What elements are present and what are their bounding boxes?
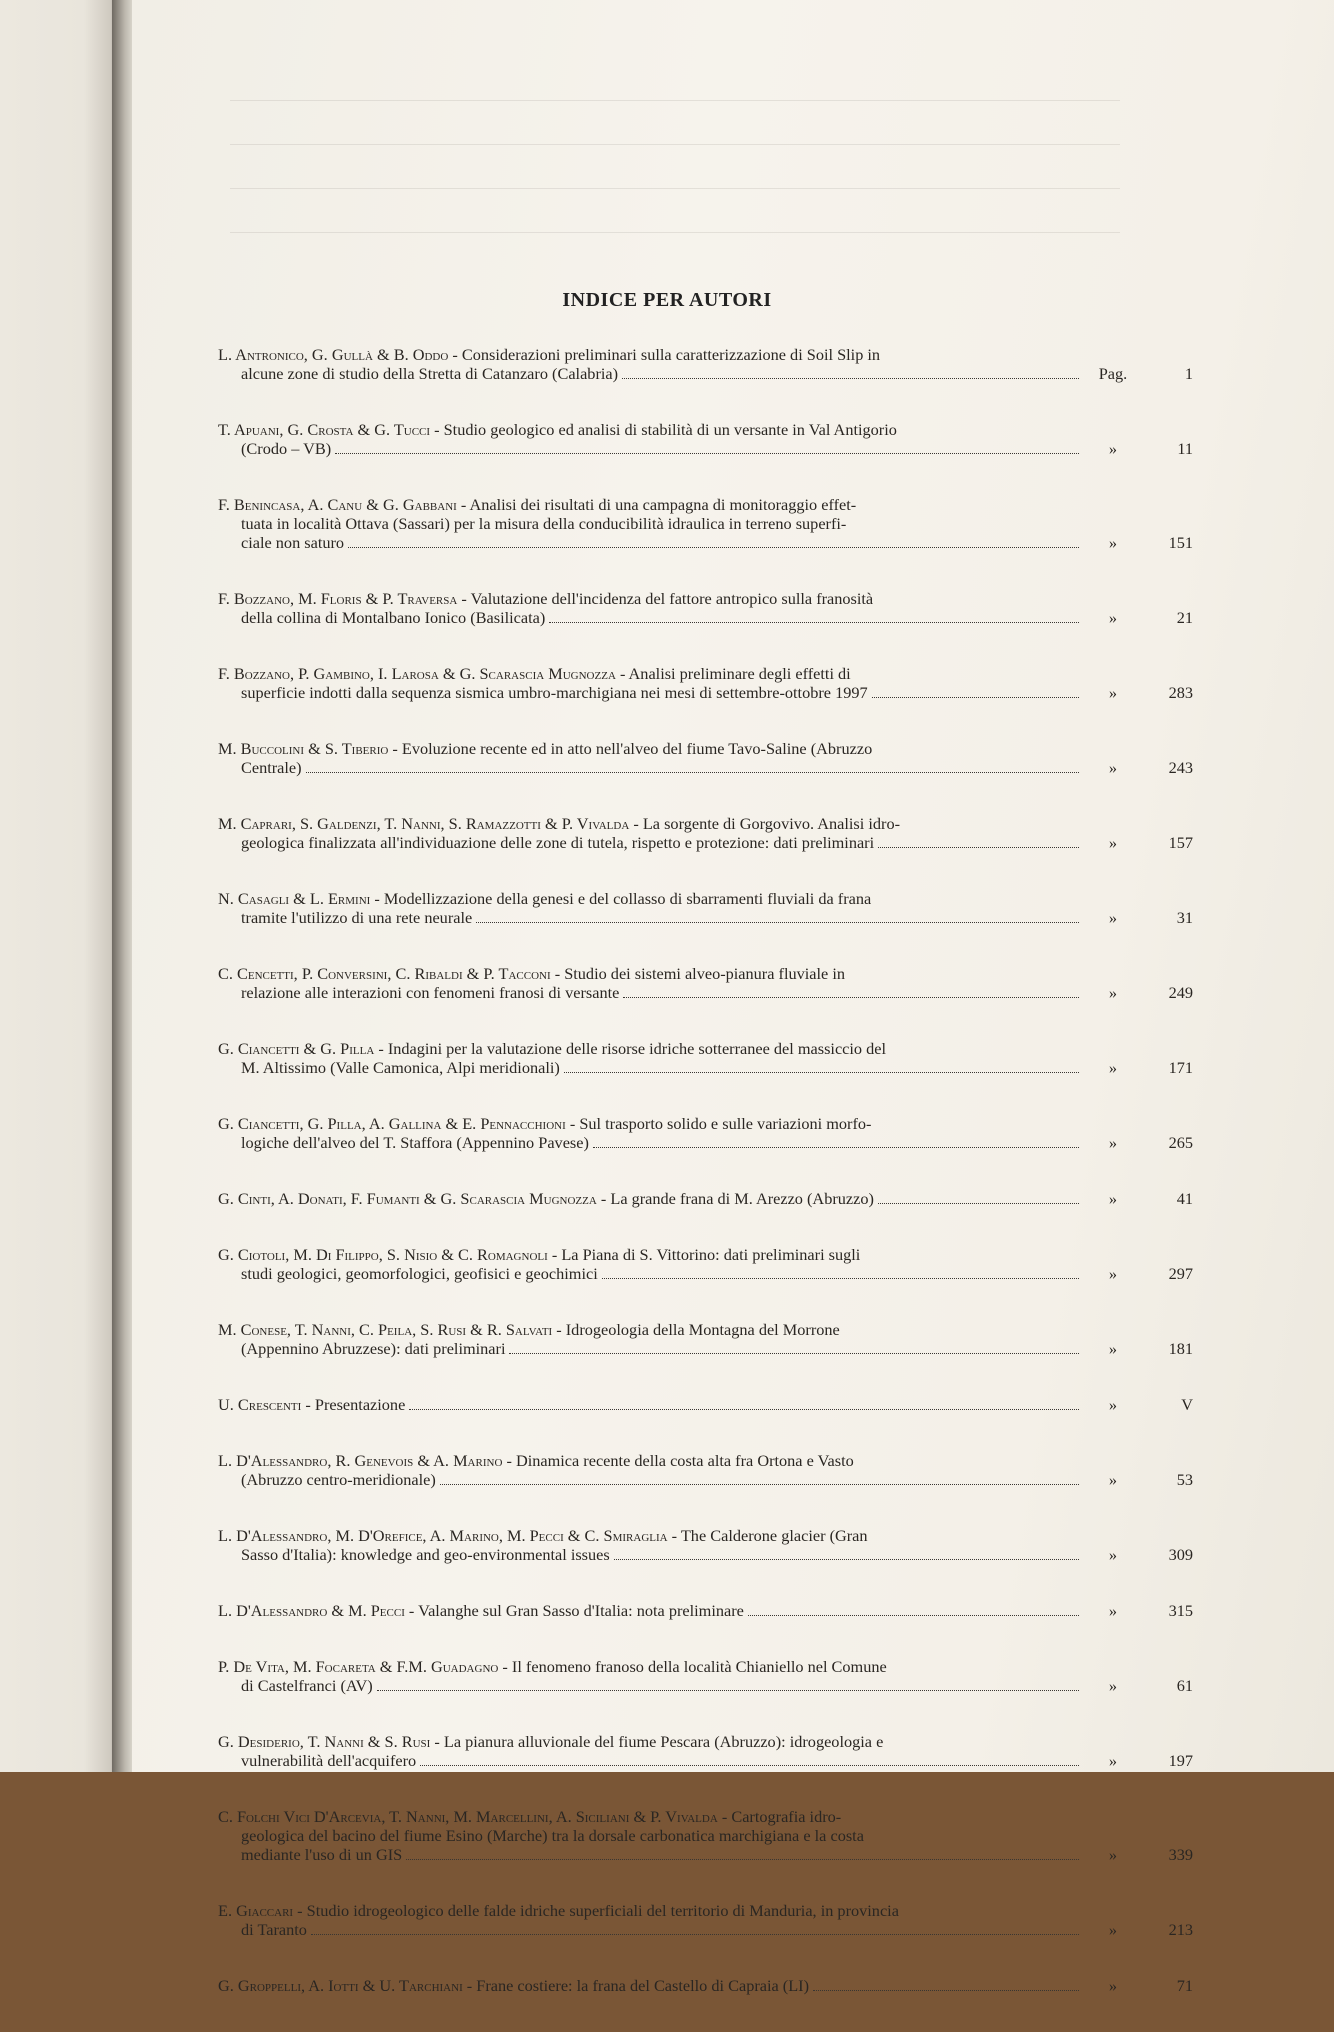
entry-continuation-line: [218, 1264, 1083, 1283]
entry-first-line: [218, 889, 1083, 908]
page-marker: »: [1108, 758, 1118, 777]
entry-title-start: - Considerazioni preliminari sulla caratterizzazione di Soil Slip in: [448, 345, 881, 364]
entry-authors: L. D'Alessandro & M. Pecci: [218, 1601, 405, 1620]
entry-authors: C. Folchi Vici D'Arcevia, T. Nanni, M. Marcellini, A. Siciliani & P. Vivalda: [218, 1807, 718, 1826]
entry-first-line: [218, 1320, 1083, 1339]
entry-authors: G. Ciancetti, G. Pilla, A. Gallina & E. Pennacchioni: [218, 1114, 566, 1133]
entry-first-line: [218, 739, 1083, 758]
entry-title-start: - Frane costiere: la frana del Castello di Capraia (LI): [462, 1976, 810, 1995]
entry-page-ref: [1083, 533, 1193, 552]
entry-continuation-line: [218, 1751, 1083, 1770]
entry-title-continuation: (Appennino Abruzzese): dati preliminari: [241, 1339, 506, 1358]
dot-leader: [564, 1071, 1079, 1073]
page-marker: »: [1108, 439, 1118, 458]
index-entry: [218, 1807, 1193, 1864]
entry-title-continuation: Sasso d'Italia): knowledge and geo-environmental issues: [241, 1545, 610, 1564]
entry-first-line: [218, 1657, 1083, 1676]
entry-authors: E. Giaccari: [218, 1901, 294, 1920]
index-entry: [218, 1976, 1193, 1995]
entry-authors: L. Antronico, G. Gullà & B. Oddo: [218, 345, 449, 364]
entry-text: [218, 964, 1083, 1002]
entry-continuation-line: [218, 1133, 1083, 1152]
entry-page-ref: [1083, 908, 1193, 927]
entry-first-line: [218, 1526, 1083, 1545]
dot-leader: [311, 1933, 1079, 1935]
entry-line: [218, 1395, 1083, 1414]
dot-leader: [549, 621, 1079, 623]
dot-leader: [348, 546, 1079, 548]
entry-first-line: [218, 1451, 1083, 1470]
entry-text: [218, 495, 1083, 552]
entry-title-continuation: vulnerabilità dell'acquifero: [241, 1751, 417, 1770]
index-entry: [218, 664, 1193, 702]
entry-continuation-line: [218, 1845, 1083, 1864]
entry-page-ref: [1083, 1339, 1193, 1358]
index-entry: [218, 589, 1193, 627]
entry-title-continuation: superficie indotti dalla sequenza sismica umbro-marchigiana nei mesi di settembre-ottobre 1997: [241, 683, 868, 702]
entry-title-start: - La grande frana di M. Arezzo (Abruzzo): [596, 1189, 874, 1208]
entry-title-continuation: (Crodo – VB): [241, 439, 332, 458]
entry-title-continuation: tuata in località Ottava (Sassari) per la misura della conducibilità idraulica in terreno superfi-: [241, 514, 847, 533]
entry-title-continuation: geologica del bacino del fiume Esino (Marche) tra la dorsale carbonatica marchigiana e la costa: [241, 1826, 864, 1845]
entry-continuation-line: [218, 983, 1083, 1002]
entry-page-ref: [1083, 1845, 1193, 1864]
dot-leader: [878, 846, 1079, 848]
entry-title-start: - Presentazione: [301, 1395, 406, 1414]
entry-continuation-line: [218, 908, 1083, 927]
dot-leader: [614, 1558, 1079, 1560]
entry-line: [218, 1189, 1083, 1208]
entry-page-ref: [1083, 1976, 1193, 1995]
index-entry: [218, 1732, 1193, 1770]
entry-first-line: [218, 420, 1083, 439]
page-marker: »: [1108, 1133, 1118, 1152]
index-entry: [218, 1601, 1193, 1620]
entry-authors: M. Buccolini & S. Tiberio: [218, 739, 389, 758]
dot-leader: [602, 1277, 1079, 1279]
index-entry: [218, 814, 1193, 852]
entry-title-continuation: alcune zone di studio della Stretta di Catanzaro (Calabria): [241, 364, 619, 383]
page-number: 265: [1168, 1133, 1193, 1152]
entry-title-start: - Dinamica recente della costa alta fra Ortona e Vasto: [502, 1451, 854, 1470]
entry-page-ref: [1083, 1751, 1193, 1770]
entry-title-start: - Studio dei sistemi alveo-pianura fluviale in: [550, 964, 845, 983]
page-marker: »: [1108, 908, 1118, 927]
entry-page-ref: [1083, 758, 1193, 777]
entry-authors: M. Conese, T. Nanni, C. Peila, S. Rusi & R. Salvati: [218, 1320, 553, 1339]
entry-title-continuation: geologica finalizzata all'individuazione delle zone di tutela, rispetto e protezione: dati preliminari: [241, 833, 875, 852]
entry-continuation-line: [218, 1058, 1083, 1077]
entry-authors: L. D'Alessandro, R. Genevois & A. Marino: [218, 1451, 503, 1470]
entry-continuation-line: [218, 683, 1083, 702]
page-number: 315: [1168, 1601, 1193, 1620]
dot-leader: [878, 1202, 1079, 1204]
entry-first-line: [218, 495, 1083, 514]
page-number: 157: [1168, 833, 1193, 852]
entry-continuation-line: [218, 439, 1083, 458]
page-number: 171: [1168, 1058, 1193, 1077]
page-marker: »: [1108, 1676, 1118, 1695]
entry-title-continuation: Centrale): [241, 758, 302, 777]
entry-authors: T. Apuani, G. Crosta & G. Tucci: [218, 420, 431, 439]
entry-text: [218, 1451, 1083, 1489]
dot-leader: [440, 1483, 1079, 1485]
entry-title-continuation: mediante l'uso di un GIS: [241, 1845, 403, 1864]
entry-continuation-line: [218, 1920, 1083, 1939]
entry-title-continuation: M. Altissimo (Valle Camonica, Alpi meridionali): [241, 1058, 560, 1077]
entry-title-start: - Il fenomeno franoso della località Chianiello nel Comune: [498, 1657, 887, 1676]
entry-text: [218, 1601, 1083, 1620]
entry-text: [218, 1039, 1083, 1077]
entry-page-ref: [1083, 1133, 1193, 1152]
page-number: 31: [1176, 908, 1193, 927]
entry-first-line: [218, 1976, 809, 1995]
entry-line: [218, 1976, 1083, 1995]
page-number: 1: [1184, 364, 1193, 383]
entry-continuation-line: [218, 533, 1083, 552]
page-number: 21: [1176, 608, 1193, 627]
entry-text: [218, 664, 1083, 702]
entry-continuation-line: [218, 1826, 1083, 1845]
dot-leader: [306, 771, 1079, 773]
entry-continuation-line: [218, 1676, 1083, 1695]
entry-title-start: - La sorgente di Gorgovivo. Analisi idro-: [629, 814, 901, 833]
entry-title-continuation: logiche dell'alveo del T. Staffora (Appennino Pavese): [241, 1133, 589, 1152]
entry-page-ref: [1083, 1189, 1193, 1208]
dot-leader: [872, 696, 1079, 698]
entry-page-ref: [1083, 1470, 1193, 1489]
page-number: 283: [1168, 683, 1193, 702]
entry-text: [218, 1114, 1083, 1152]
entry-first-line: [218, 1901, 1083, 1920]
page-number: 197: [1168, 1751, 1193, 1770]
entry-authors: G. Groppelli, A. Iotti & U. Tarchiani: [218, 1976, 463, 1995]
page-marker: »: [1108, 1751, 1118, 1770]
entry-authors: G. Cinti, A. Donati, F. Fumanti & G. Scarascia Mugnozza: [218, 1189, 597, 1208]
entry-first-line: [218, 589, 1083, 608]
entry-continuation-line: [218, 1339, 1083, 1358]
page-number: 151: [1168, 533, 1193, 552]
page-marker: »: [1108, 608, 1118, 627]
entry-text: [218, 1657, 1083, 1695]
entry-title-start: - Modellizzazione della genesi e del collasso di sbarramenti fluviali da frana: [370, 889, 872, 908]
entry-page-ref: [1083, 1545, 1193, 1564]
entry-title-start: - Cartografia idro-: [717, 1807, 842, 1826]
index-entry: [218, 1657, 1193, 1695]
entry-page-ref: [1083, 1601, 1193, 1620]
dot-leader: [622, 377, 1079, 379]
page-marker: »: [1108, 1845, 1118, 1864]
entry-page-ref: [1083, 833, 1193, 852]
entry-title-start: - La Piana di S. Vittorino: dati preliminari sugli: [547, 1245, 861, 1264]
entry-title-start: - Analisi preliminare degli effetti di: [615, 664, 851, 683]
page-marker: »: [1108, 1339, 1118, 1358]
page-marker: »: [1108, 1976, 1118, 1995]
entry-text: [218, 814, 1083, 852]
index-entry: [218, 964, 1193, 1002]
page-number: 249: [1168, 983, 1193, 1002]
index-entry: [218, 1189, 1193, 1208]
page-marker: »: [1108, 1264, 1118, 1283]
entry-title-start: - Indagini per la valutazione delle risorse idriche sotterranee del massiccio del: [374, 1039, 887, 1058]
entry-text: [218, 1901, 1083, 1939]
entry-title-continuation: tramite l'utilizzo di una rete neurale: [241, 908, 473, 927]
entry-text: [218, 889, 1083, 927]
page-marker: »: [1108, 1545, 1118, 1564]
page-marker: »: [1108, 1189, 1118, 1208]
index-entry: [218, 495, 1193, 552]
page-number: 181: [1168, 1339, 1193, 1358]
page-title: INDICE PER AUTORI: [562, 289, 772, 311]
page-number: 11: [1177, 439, 1193, 458]
entry-first-line: [218, 1039, 1083, 1058]
left-page-edge: [0, 0, 120, 1772]
index-entry: [218, 1114, 1193, 1152]
entry-continuation-line: [218, 608, 1083, 627]
entry-first-line: [218, 345, 1083, 364]
entry-authors: F. Bozzano, P. Gambino, I. Larosa & G. Scarascia Mugnozza: [218, 664, 616, 683]
page-marker: »: [1108, 1920, 1118, 1939]
dot-leader: [377, 1689, 1079, 1691]
entry-title-start: - Valutazione dell'incidenza del fattore antropico sulla franosità: [457, 589, 874, 608]
entry-page-ref: [1083, 1058, 1193, 1077]
index-entry: [218, 1320, 1193, 1358]
index-entry: [218, 420, 1193, 458]
page-number: 213: [1168, 1920, 1193, 1939]
entry-title-start: - Studio idrogeologico delle falde idriche superficiali del territorio di Manduria, in provincia: [293, 1901, 899, 1920]
entry-authors: F. Bozzano, M. Floris & P. Traversa: [218, 589, 458, 608]
page-marker: Pag.: [1098, 364, 1128, 383]
dot-leader: [476, 921, 1079, 923]
entry-authors: U. Crescenti: [218, 1395, 302, 1414]
entry-title-continuation: della collina di Montalbano Ionico (Basilicata): [241, 608, 546, 627]
entry-first-line: [218, 814, 1083, 833]
page-marker: »: [1108, 1470, 1118, 1489]
entry-text: [218, 1245, 1083, 1283]
index-entry: [218, 1526, 1193, 1564]
entry-continuation-line: [218, 364, 1083, 383]
page-number: 41: [1176, 1189, 1193, 1208]
dot-leader: [623, 996, 1079, 998]
entry-page-ref: [1083, 608, 1193, 627]
entry-text: [218, 420, 1083, 458]
dot-leader: [813, 1989, 1079, 1991]
page-number: 53: [1176, 1470, 1193, 1489]
entry-title-start: - Valanghe sul Gran Sasso d'Italia: nota preliminare: [404, 1601, 744, 1620]
entry-continuation-line: [218, 514, 1083, 533]
page-number: 71: [1176, 1976, 1193, 1995]
author-index-list: [218, 345, 1193, 2032]
entry-first-line: [218, 1601, 744, 1620]
entry-text: [218, 739, 1083, 777]
entry-authors: L. D'Alessandro, M. D'Orefice, A. Marino, M. Pecci & C. Smiraglia: [218, 1526, 668, 1545]
page-number: V: [1181, 1395, 1193, 1414]
entry-page-ref: [1083, 983, 1193, 1002]
index-entry: [218, 1039, 1193, 1077]
entry-text: [218, 1320, 1083, 1358]
entry-continuation-line: [218, 1545, 1083, 1564]
entry-title-start: - Idrogeologia della Montagna del Morrone: [552, 1320, 840, 1339]
entry-page-ref: [1083, 1676, 1193, 1695]
entry-first-line: [218, 664, 1083, 683]
entry-title-start: - Evoluzione recente ed in atto nell'alveo del fiume Tavo-Saline (Abruzzo: [388, 739, 873, 758]
entry-authors: M. Caprari, S. Galdenzi, T. Nanni, S. Ramazzotti & P. Vivalda: [218, 814, 630, 833]
entry-continuation-line: [218, 1470, 1083, 1489]
page-number: 309: [1168, 1545, 1193, 1564]
dot-leader: [406, 1858, 1079, 1860]
entry-page-ref: [1083, 364, 1193, 383]
entry-page-ref: [1083, 1395, 1193, 1414]
entry-first-line: [218, 1395, 405, 1414]
entry-title-continuation: di Taranto: [241, 1920, 307, 1939]
entry-title-continuation: relazione alle interazioni con fenomeni franosi di versante: [241, 983, 620, 1002]
page-number: 61: [1176, 1676, 1193, 1695]
entry-page-ref: [1083, 439, 1193, 458]
dot-leader: [409, 1408, 1079, 1410]
page-marker: »: [1108, 533, 1118, 552]
page-marker: »: [1108, 1395, 1118, 1414]
entry-authors: C. Cencetti, P. Conversini, C. Ribaldi & P. Tacconi: [218, 964, 551, 983]
page-marker: »: [1108, 1601, 1118, 1620]
entry-text: [218, 1732, 1083, 1770]
page-marker: »: [1108, 1058, 1118, 1077]
page-marker: »: [1108, 683, 1118, 702]
entry-first-line: [218, 1807, 1083, 1826]
entry-first-line: [218, 964, 1083, 983]
dot-leader: [748, 1614, 1079, 1616]
entry-authors: G. Ciotoli, M. Di Filippo, S. Nisio & C. Romagnoli: [218, 1245, 548, 1264]
index-entry: [218, 739, 1193, 777]
entry-continuation-line: [218, 833, 1083, 852]
index-entry: [218, 1395, 1193, 1414]
entry-first-line: [218, 1189, 874, 1208]
page-number: 297: [1168, 1264, 1193, 1283]
entry-title-start: - The Calderone glacier (Gran: [667, 1526, 868, 1545]
entry-authors: N. Casagli & L. Ermini: [218, 889, 371, 908]
dot-leader: [593, 1146, 1079, 1148]
dot-leader: [420, 1764, 1079, 1766]
entry-title-continuation: (Abruzzo centro-meridionale): [241, 1470, 436, 1489]
dot-leader: [335, 452, 1079, 454]
entry-authors: G. Desiderio, T. Nanni & S. Rusi: [218, 1732, 431, 1751]
entry-authors: G. Ciancetti & G. Pilla: [218, 1039, 375, 1058]
entry-line: [218, 1601, 1083, 1620]
entry-title-start: - Studio geologico ed analisi di stabilità di un versante in Val Antigorio: [430, 420, 897, 439]
entry-text: [218, 1976, 1083, 1995]
entry-first-line: [218, 1732, 1083, 1751]
entry-authors: P. De Vita, M. Focareta & F.M. Guadagno: [218, 1657, 499, 1676]
page-marker: »: [1108, 983, 1118, 1002]
entry-title-start: - Sul trasporto solido e sulle variazioni morfo-: [565, 1114, 872, 1133]
entry-title-continuation: ciale non saturo: [241, 533, 345, 552]
entry-title-start: - La pianura alluvionale del fiume Pescara (Abruzzo): idrogeologia e: [430, 1732, 884, 1751]
index-entry: [218, 1451, 1193, 1489]
entry-text: [218, 589, 1083, 627]
entry-authors: F. Benincasa, A. Canu & G. Gabbani: [218, 495, 457, 514]
index-entry: [218, 345, 1193, 383]
entry-text: [218, 1189, 1083, 1208]
page-number: 339: [1168, 1845, 1193, 1864]
entry-title-start: - Analisi dei risultati di una campagna di monitoraggio effet-: [456, 495, 857, 514]
entry-title-continuation: studi geologici, geomorfologici, geofisici e geochimici: [241, 1264, 598, 1283]
entry-continuation-line: [218, 758, 1083, 777]
entry-text: [218, 1395, 1083, 1414]
index-entry: [218, 1901, 1193, 1939]
index-entry: [218, 889, 1193, 927]
dot-leader: [509, 1352, 1079, 1354]
entry-page-ref: [1083, 1264, 1193, 1283]
entry-text: [218, 1807, 1083, 1864]
entry-first-line: [218, 1245, 1083, 1264]
show-through-text: [230, 70, 1120, 270]
entry-first-line: [218, 1114, 1083, 1133]
entry-text: [218, 1526, 1083, 1564]
page-number: 243: [1168, 758, 1193, 777]
entry-title-continuation: di Castelfranci (AV): [241, 1676, 373, 1695]
entry-page-ref: [1083, 683, 1193, 702]
page-marker: »: [1108, 833, 1118, 852]
entry-text: [218, 345, 1083, 383]
entry-page-ref: [1083, 1920, 1193, 1939]
index-entry: [218, 1245, 1193, 1283]
